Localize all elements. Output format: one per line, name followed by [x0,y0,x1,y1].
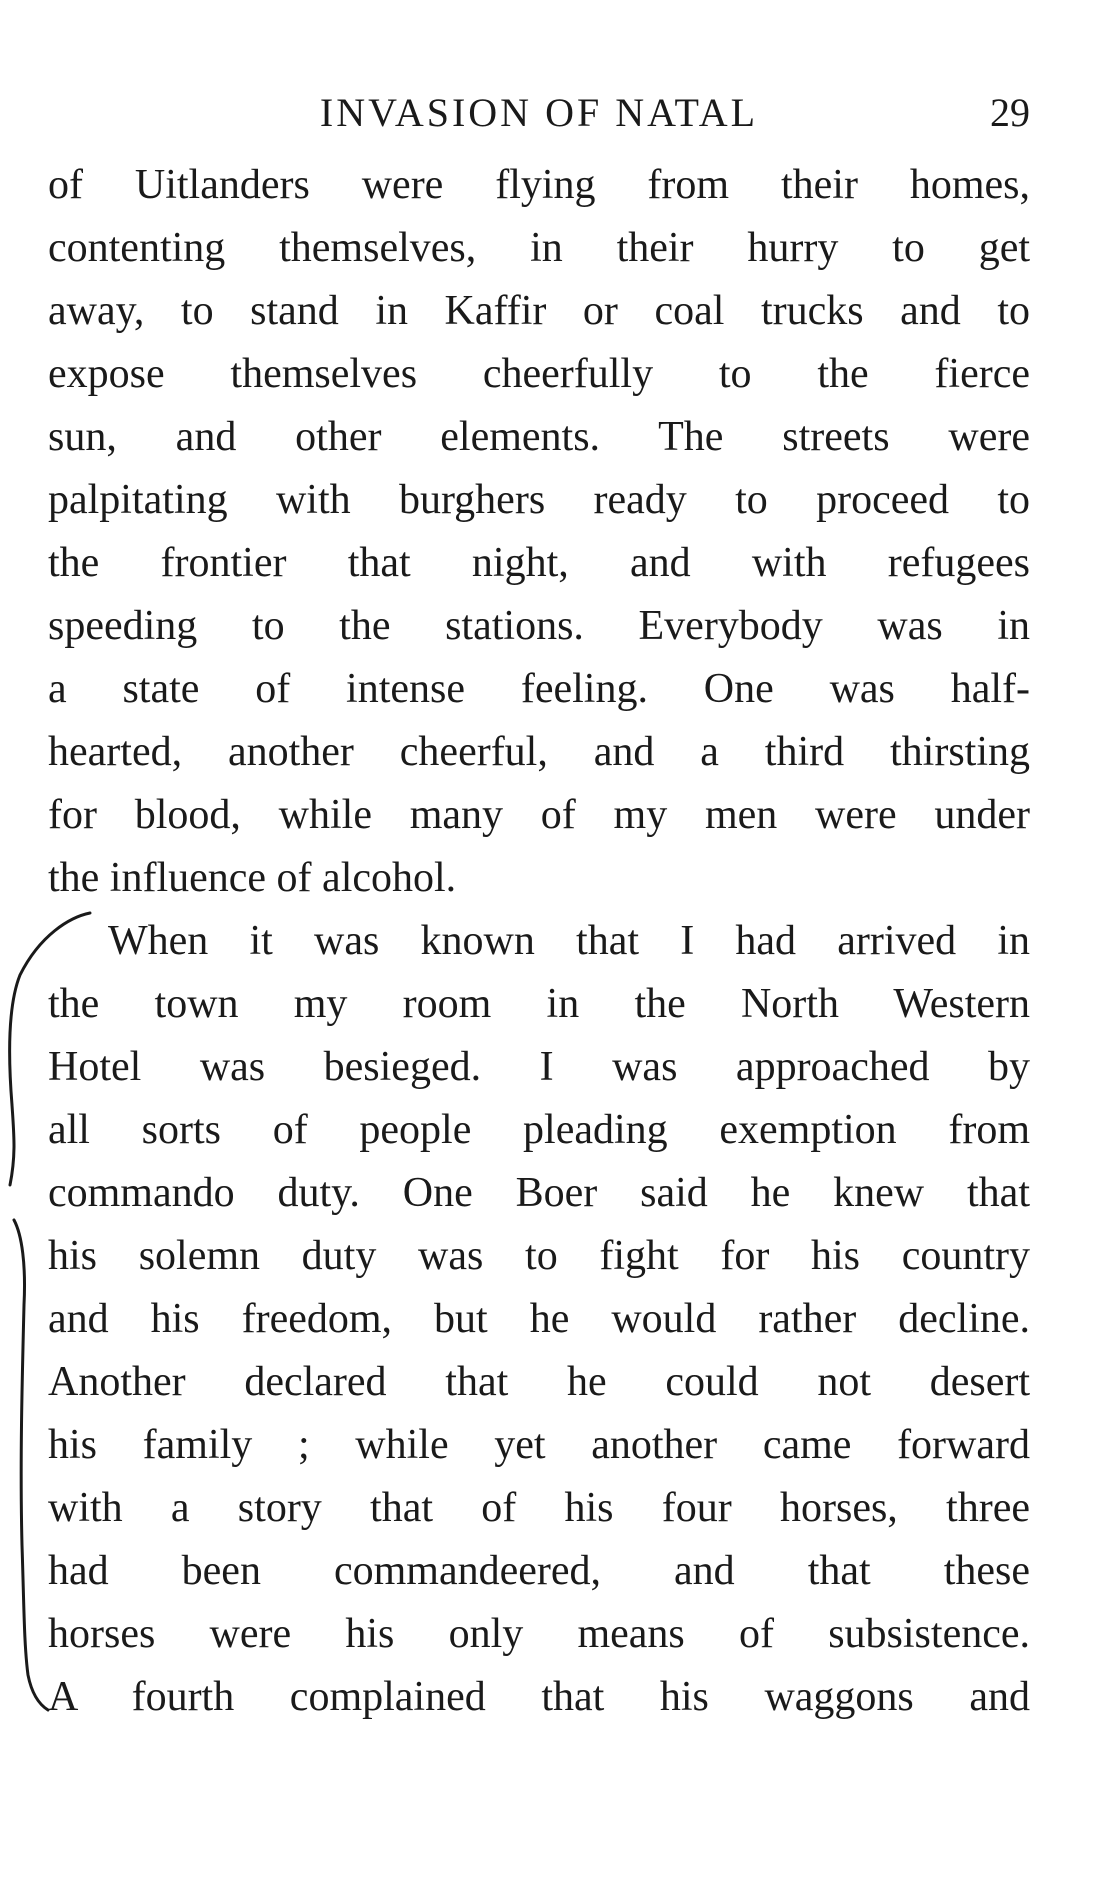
text-line: and his freedom, but he would rather decline. [48,1296,1030,1342]
text-line: sun, and other elements. The streets were [48,414,1030,460]
body-text [48,154,1030,1729]
paragraph-2 [48,910,1030,1729]
text-line: When it was known that I had arrived in [108,918,1030,964]
text-line: had been commandeered, and that these [48,1548,1030,1594]
text-line: of Uitlanders were flying from their homes, [48,162,1030,208]
text-line: the influence of alcohol. [48,855,457,901]
text-line: hearted, another cheerful, and a third thirsting [48,729,1030,775]
text-line: Another declared that he could not desert [48,1359,1030,1405]
text-line: his family ; while yet another came forward [48,1422,1030,1468]
text-line: horses were his only means of subsistence. [48,1611,1030,1657]
margin-bracket-bottom [14,1220,48,1710]
text-line: A fourth complained that his waggons and [48,1674,1030,1720]
text-line: the frontier that night, and with refugees [48,540,1030,586]
text-line: for blood, while many of my men were under [48,792,1030,838]
text-line: commando duty. One Boer said he knew that [48,1170,1030,1216]
text-line: Hotel was besieged. I was approached by [48,1044,1030,1090]
text-line: palpitating with burghers ready to proceed to [48,477,1030,523]
paragraph-1 [48,154,1030,910]
text-line: a state of intense feeling. One was half- [48,666,1030,712]
running-title: INVASION OF NATAL [319,90,759,135]
text-line: with a story that of his four horses, three [48,1485,1030,1531]
text-line: expose themselves cheerfully to the fierce [48,351,1030,397]
text-line: away, to stand in Kaffir or coal trucks and to [48,288,1030,334]
text-line: contenting themselves, in their hurry to get [48,225,1030,271]
text-line: the town my room in the North Western [48,981,1030,1027]
text-line: his solemn duty was to fight for his country [48,1233,1030,1279]
text-line: speeding to the stations. Everybody was in [48,603,1030,649]
running-head [48,88,1030,138]
page-number: 29 [990,90,1030,135]
text-line: all sorts of people pleading exemption from [48,1107,1030,1153]
